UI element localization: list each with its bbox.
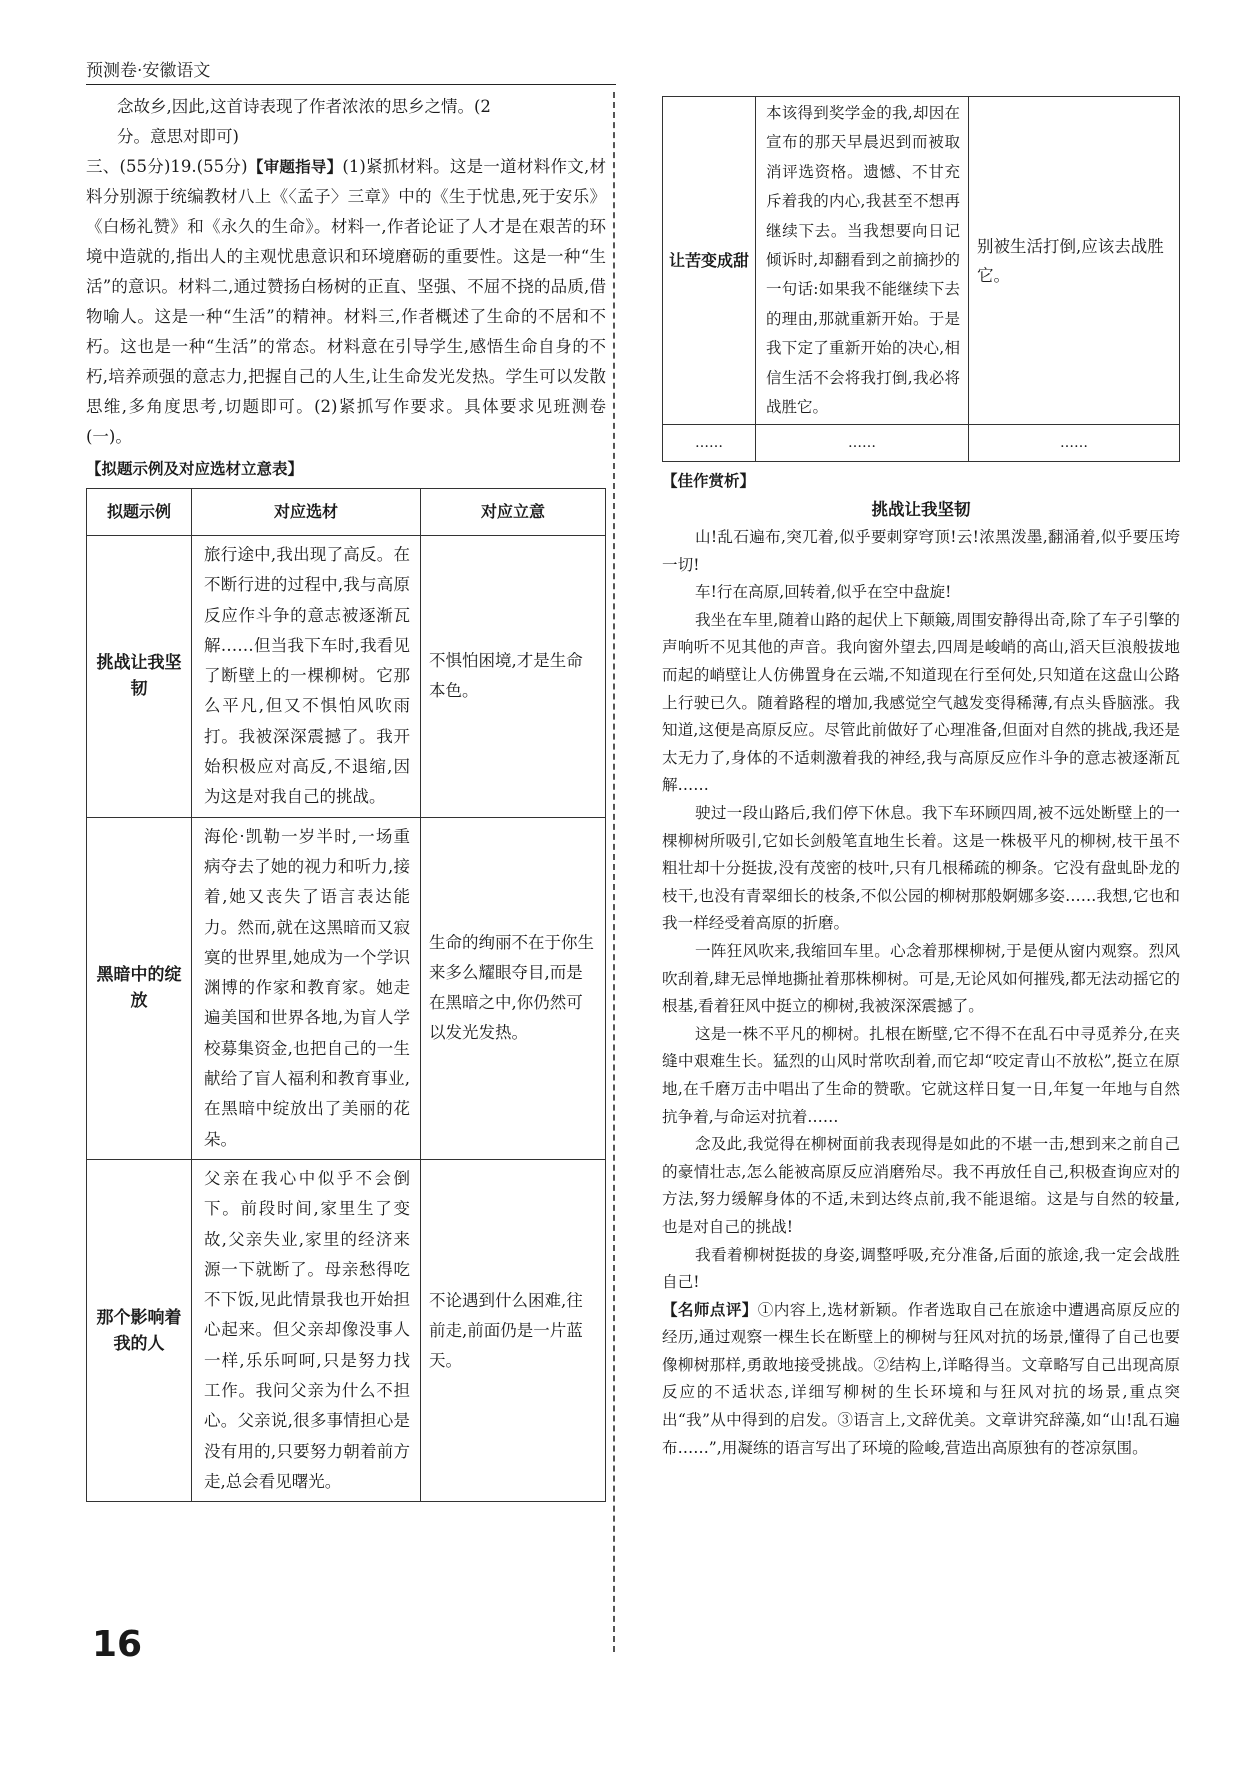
table-row (87, 1159, 606, 1501)
review-text: ①内容上,选材新颖。作者选取自己在旅途中遭遇高原反应的经历,通过观察一棵生长在断壁上的柳树与狂风对抗的场景,懂得了自己也要像柳树那样,勇敢地接受挑战。②结构上,详略得当。文章略写自己出现高原反应的不适状态,详细写柳树的生长环境和与狂风对抗的场景,重点突出“我”从中得到的启发。③语言上,文辞优美。文章讲究辞藻,如“山!乱石遍布……”,用凝练的语言写出了环境的险峻,营造出高原独有的苍凉氛围。 (662, 1300, 1180, 1457)
table-row (87, 817, 606, 1159)
row-title: 黑暗中的绽放 (87, 817, 192, 1159)
essay-paragraph: 一阵狂风吹来,我缩回车里。心念着那棵柳树,于是便从窗内观察。烈风吹刮着,肆无忌惮地撕扯着那株柳树。可是,无论风如何摧残,都无法动摇它的根基,看着狂风中挺立的柳树,我被深深震撼了。 (662, 941, 1180, 1016)
outline-table (86, 488, 606, 1502)
row-theme: 别被生活打倒,应该去战胜它。 (969, 97, 1180, 425)
essay-paragraph: 念及此,我觉得在柳树面前我表现得是如此的不堪一击,想到来之前自己的豪情壮志,怎么能被高原反应消磨殆尽。我不再放任自己,积极查询应对的方法,努力缓解身体的不适,未到达终点前,我不能退缩。这是与自然的较量,也是对自己的挑战! (662, 1135, 1180, 1236)
intro-line-2: 分。意思对即可) (117, 127, 239, 146)
ellipsis-cell: …… (969, 425, 1180, 462)
left-column (86, 92, 606, 1502)
intro-line-1: 念故乡,因此,这首诗表现了作者浓浓的思乡之情。(2 (117, 97, 491, 116)
header-title-example: 拟题示例 (87, 489, 192, 536)
row-title: 让苦变成甜 (663, 97, 756, 425)
ellipsis-row (663, 425, 1180, 462)
table-row (663, 97, 1180, 425)
review-tag: 【名师点评】 (662, 1300, 758, 1319)
row-material: 海伦·凯勒一岁半时,一场重病夺去了她的视力和听力,接着,她又丧失了语言表达能力。然而,就在这黑暗而又寂寞的世界里,她成为一个学识渊博的作家和教育家。她走遍美国和世界各地,为盲人学校募集资金,也把自己的一生献给了盲人福利和教育事业,在黑暗中绽放出了美丽的花朵。 (192, 817, 421, 1159)
table-row (87, 536, 606, 818)
row-material: 父亲在我心中似乎不会倒下。前段时间,家里生了变故,父亲失业,家里的经济来源一下就断了。母亲愁得吃不下饭,见此情景我也开始担心起来。但父亲却像没事人一样,乐乐呵呵,只是努力找工作。我问父亲为什么不担心。父亲说,很多事情担心是没有用的,只要努力朝着前方走,总会看见曙光。 (192, 1159, 421, 1501)
q19-tag: 【审题指导】 (247, 158, 343, 176)
ellipsis-cell: …… (756, 425, 969, 462)
review-paragraph (662, 1297, 1180, 1463)
row-theme: 不惧怕困境,才是生命本色。 (421, 536, 606, 818)
essay-paragraph: 山!乱石遍布,突兀着,似乎要刺穿穹顶!云!浓黑泼墨,翻涌着,似乎要压垮一切! (662, 528, 1180, 574)
ellipsis-cell: …… (663, 425, 756, 462)
column-divider (613, 92, 615, 1652)
essay-title: 挑战让我坚韧 (871, 500, 971, 520)
table-title: 【拟题示例及对应选材立意表】 (86, 460, 304, 478)
essay-paragraph: 车!行在高原,回转着,似乎在空中盘旋! (695, 583, 952, 602)
page-number: 16 (92, 1624, 143, 1665)
essay-paragraph: 驶过一段山路后,我们停下休息。我下车环顾四周,被不远处断壁上的一棵柳树所吸引,它如长剑般笔直地生长着。这是一株极平凡的柳树,枝干虽不粗壮却十分挺拔,没有茂密的枝叶,只有几根稀疏的柳条。它没有盘虬卧龙的枝干,也没有青翠细长的枝条,不似公园的柳树那般婀娜多姿……我想,它也和我一样经受着高原的折磨。 (662, 804, 1180, 933)
essay-paragraph: 我坐在车里,随着山路的起伏上下颠簸,周围安静得出奇,除了车子引擎的声响听不见其他的声音。我向窗外望去,四周是峻峭的高山,滔天巨浪般拔地而起的峭壁让人仿佛置身在云端,不知道现在行至何处,只知道在这盘山公路上行驶已久。随着路程的增加,我感觉空气越发变得稀薄,有点头昏脑涨。我知道,这便是高原反应。尽管此前做好了心理准备,但面对自然的挑战,我还是太无力了,身体的不适刺激着我的神经,我与高原反应作斗争的意志被逐渐瓦解…… (662, 610, 1180, 795)
row-material: 本该得到奖学金的我,却因在宣布的那天早晨迟到而被取消评选资格。遗憾、不甘充斥着我的内心,我甚至不想再继续下去。当我想要向日记倾诉时,却翻看到之前摘抄的一句话:如果我不能继续下去的理由,那就重新开始。于是我下定了重新开始的决心,相信生活不会将我打倒,我必将战胜它。 (756, 97, 969, 425)
q19-paragraph (86, 152, 606, 452)
essay-paragraph: 这是一株不平凡的柳树。扎根在断壁,它不得不在乱石中寻觅养分,在夹缝中艰难生长。猛烈的山风时常吹刮着,而它却“咬定青山不放松”,挺立在原地,在千磨万击中唱出了生命的赞歌。它就这样日复一日,年复一年地与自然抗争着,与命运对抗着…… (662, 1024, 1180, 1126)
row-title: 挑战让我坚韧 (87, 536, 192, 818)
q19-prefix: 三、(55分)19.(55分) (86, 157, 248, 176)
row-theme: 不论遇到什么困难,往前走,前面仍是一片蓝天。 (421, 1159, 606, 1501)
essay-paragraph: 我看着柳树挺拔的身姿,调整呼吸,充分准备,后面的旅途,我一定会战胜自己! (662, 1245, 1180, 1292)
header-divider (86, 84, 616, 85)
row-material: 旅行途中,我出现了高反。在不断行进的过程中,我与高原反应作斗争的意志被逐渐瓦解……但当我下车时,我看见了断壁上的一棵柳树。它那么平凡,但又不惧怕风吹雨打。我被深深震撼了。我开始积极应对高反,不退缩,因为这是对我自己的挑战。 (192, 536, 421, 818)
right-column (662, 96, 1180, 1462)
row-theme: 生命的绚丽不在于你生来多么耀眼夺目,而是在黑暗之中,你仍然可以发光发热。 (421, 817, 606, 1159)
outline-table-continued (662, 96, 1180, 462)
header-material: 对应选材 (192, 489, 421, 536)
appreciation-tag: 【佳作赏析】 (662, 472, 756, 491)
header-theme: 对应立意 (421, 489, 606, 536)
page-header: 预测卷·安徽语文 (86, 61, 211, 81)
q19-text: (1)紧抓材料。这是一道材料作文,材料分别源于统编教材八上《〈孟子〉三章》中的《生于忧患,死于安乐》《白杨礼赞》和《永久的生命》。材料一,作者论证了人才是在艰苦的环境中造就的,指出人的主观忧患意识和环境磨砺的重要性。这是一种“生活”的意识。材料二,通过赞扬白杨树的正直、坚强、不屈不挠的品质,借物喻人。这是一种“生活”的精神。材料三,作者概述了生命的不居和不朽。这也是一种“生活”的常态。材料意在引导学生,感悟生命自身的不朽,培养顽强的意志力,把握自己的人生,让生命发光发热。学生可以发散思维,多角度思考,切题即可。(2)紧抓写作要求。具体要求见班测卷(一)。 (86, 157, 606, 446)
row-title: 那个影响着我的人 (87, 1159, 192, 1501)
table-header-row (87, 489, 606, 536)
